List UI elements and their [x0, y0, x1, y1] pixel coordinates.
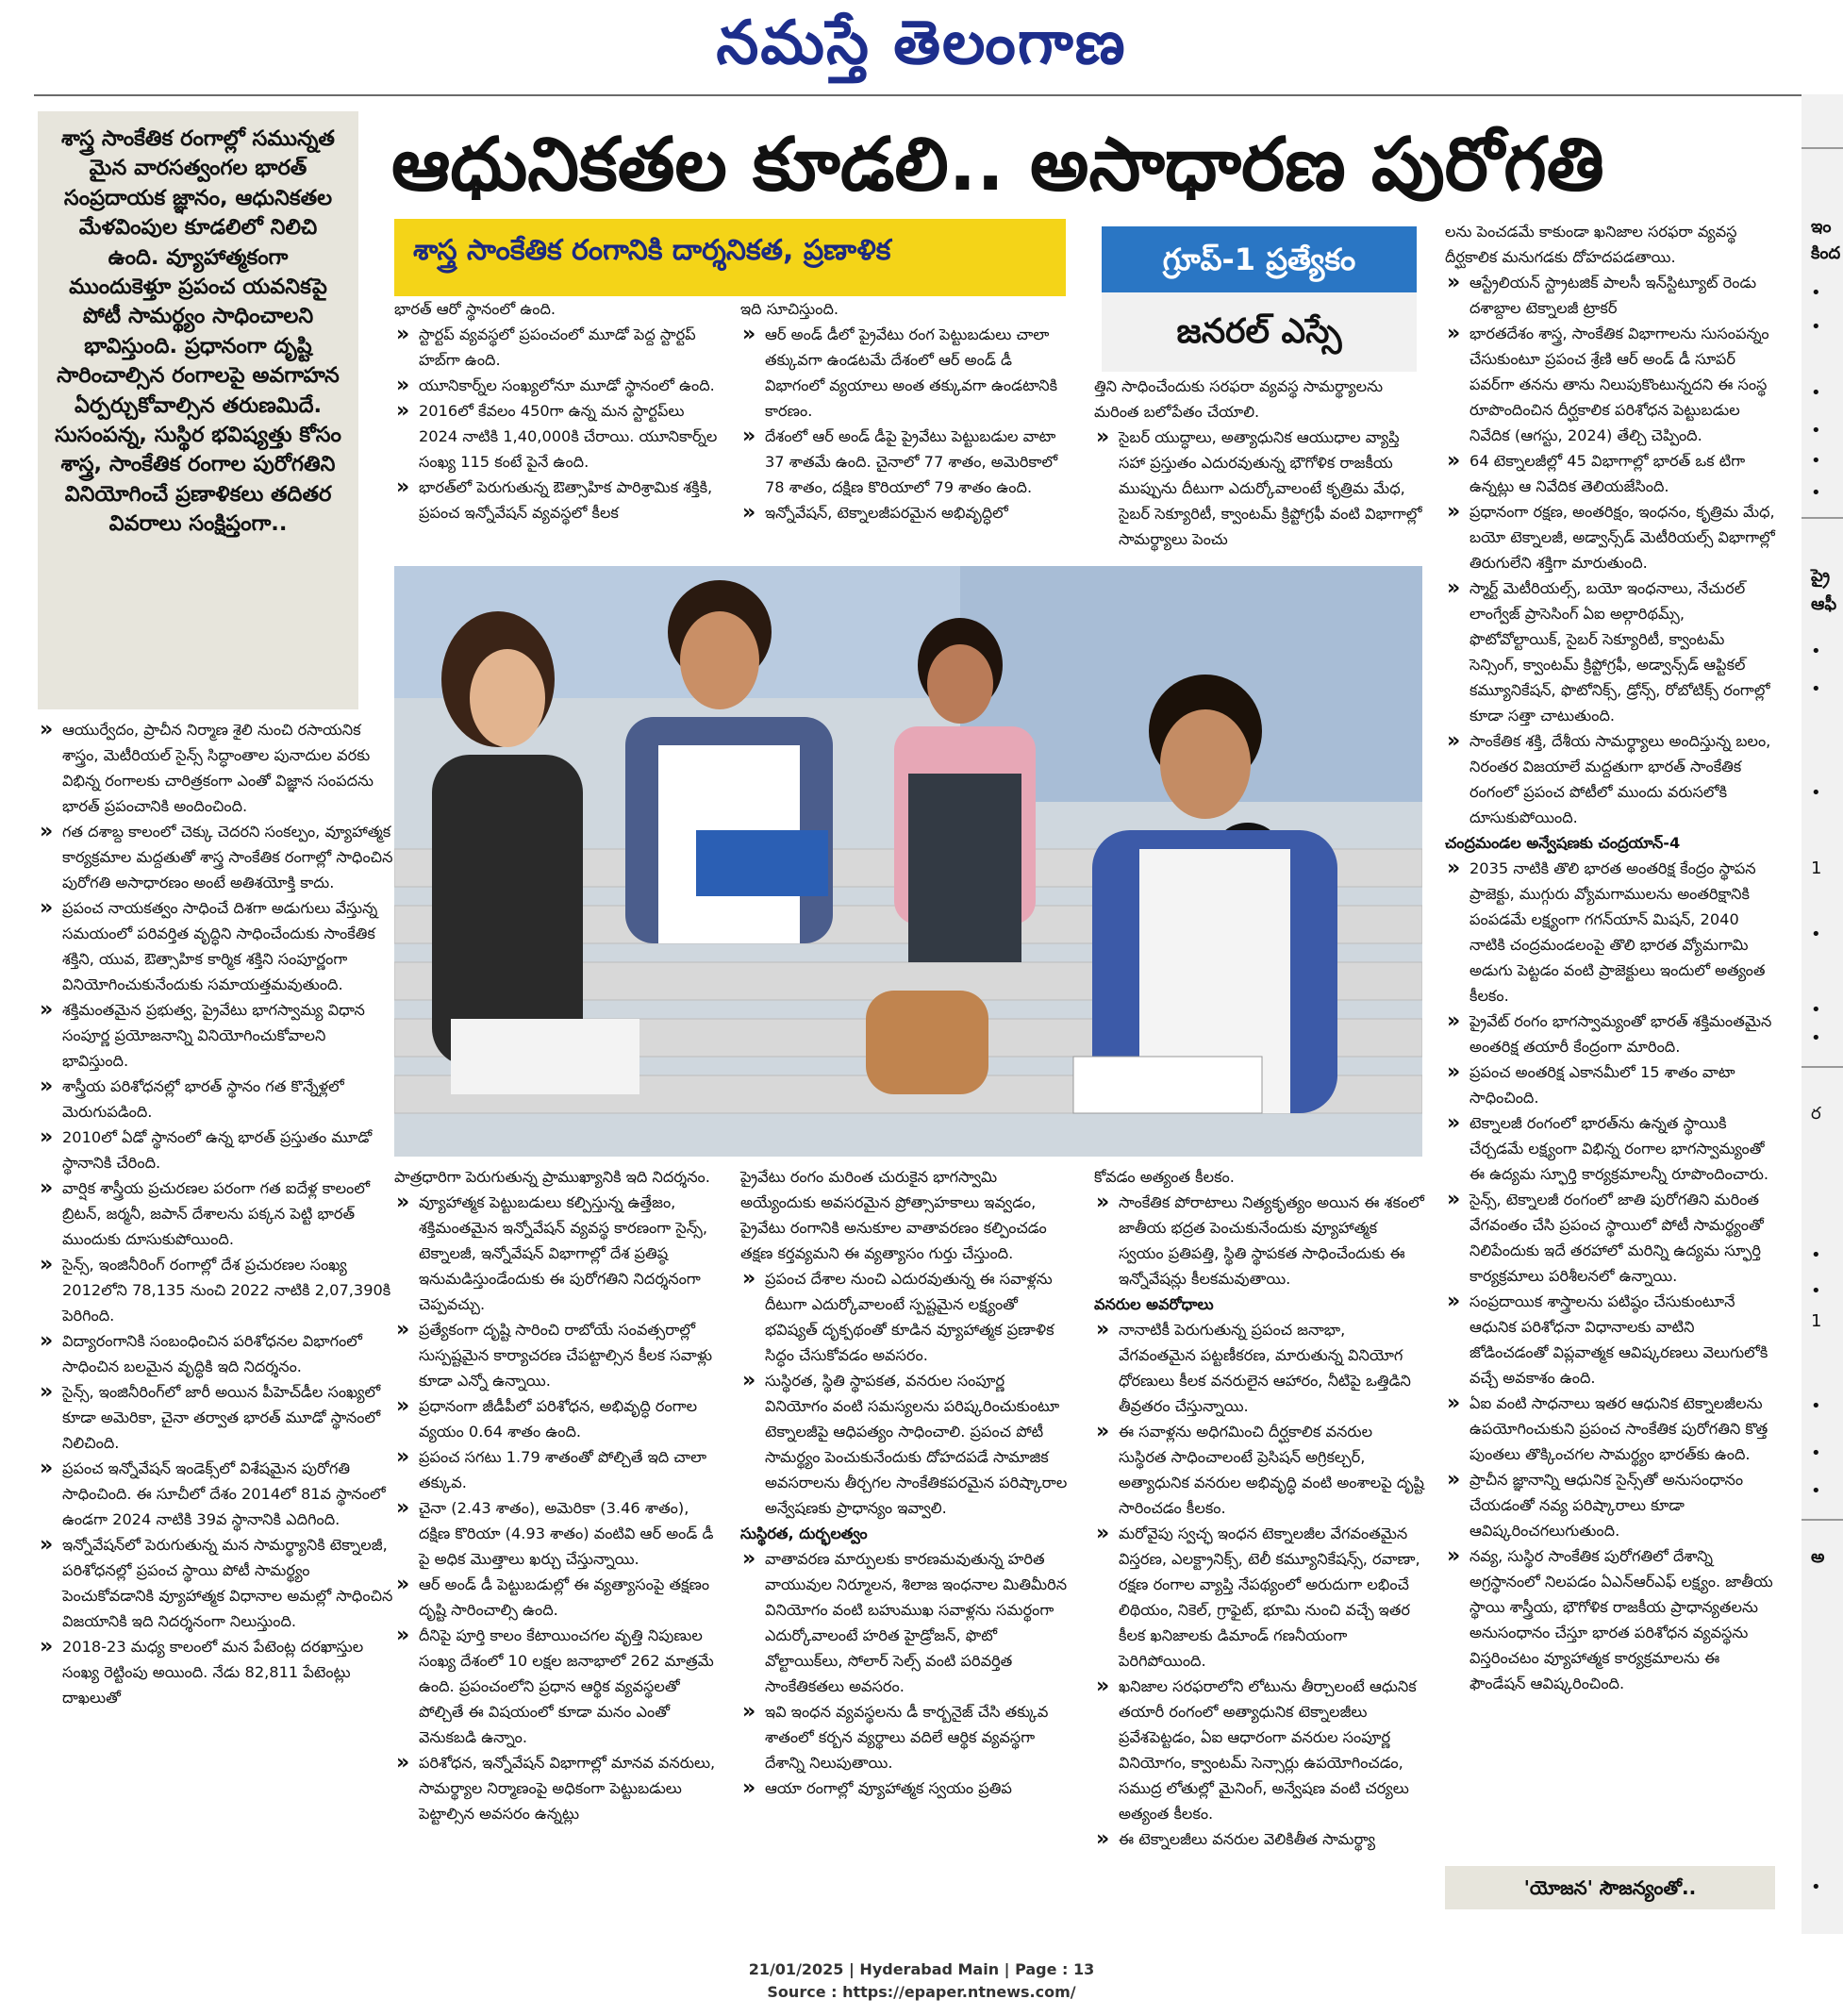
column-4-bottom — [1094, 1164, 1424, 1852]
bullet-paragraph: » 2016లో కేవలం 450గా ఉన్న మన స్టార్టప్‌లు 2024 నాటికి 1,40,000కి చేరాయి. యూనికార్న్‌ల సంఖ్య 115 కంటే పైనే ఉంది. — [394, 398, 720, 475]
strip-bullet: • — [1811, 1877, 1821, 1897]
bullet-paragraph: » ఈ సవాళ్లను అధిగమించి దీర్ఘకాలిక వనరుల సుస్థిరత సాధించాలంటే ప్రెసిషన్ అగ్రికల్చర్, అత్యాధునిక వనరుల అభివృద్ధి వంటి అంశాలపై దృష్టి సారించడం కీలకం. — [1094, 1419, 1424, 1521]
bullet-paragraph: » ప్రైవేట్ రంగం భాగస్వామ్యంతో భారత్ శక్తిమంతమైన అంతరిక్ష తయారీ కేంద్రంగా మారింది. — [1445, 1008, 1777, 1059]
bullet-paragraph: » సైన్స్, టెక్నాలజీ రంగంలో జాతి పురోగతిని మరింత వేగవంతం చేసి ప్రపంచ స్థాయిలో పోటీ సామర్థ్యంతో నిలిపేందుకు ఇదే తరహాలో మరిన్ని ఉద్యమ స్ఫూర్తి కార్యక్రమాలు పరిశీలనలో ఉన్నాయి. — [1445, 1187, 1777, 1289]
bullet-paragraph: » నవ్య, సుస్థిర సాంకేతిక పురోగతిలో దేశాన్ని అగ్రస్థానంలో నిలపడం ఏఎన్‌ఆర్‌ఎఫ్ లక్ష్యం. జాతీయ స్థాయి శాస్త్రీయ, భౌగోళిక రాజకీయ ప్రాధాన్యతలను అనుసంధానం చేస్తూ భారత పరిశోధన వ్యవస్థను విస్తరించటం వ్యూహాత్మక కార్యక్రమాలను ఈ ఫౌండేషన్ ఆవిష్కరించింది. — [1445, 1543, 1777, 1696]
strip-letter: 1 — [1811, 1311, 1822, 1331]
strip-divider — [1801, 517, 1843, 519]
continued-text: ప్రైవేటు రంగం మరింత చురుకైన భాగస్వామి అయ్యేందుకు అవసరమైన ప్రోత్సాహకాలు ఇవ్వడం, ప్రైవేటు రంగానికి అనుకూల వాతావరణం కల్పించడం తక్షణ కర్తవ్యమని ఈ వ్యత్యాసం గుర్తు చేస్తుంది. — [740, 1168, 1047, 1262]
strip-bullet: • — [1811, 1396, 1821, 1416]
continued-text: పాత్రధారిగా పెరుగుతున్న ప్రాముఖ్యానికి ఇది నిదర్శనం. — [394, 1168, 710, 1186]
strip-bullet: • — [1811, 317, 1821, 337]
masthead-divider — [34, 94, 1807, 96]
footer-source-link[interactable]: Source : https://epaper.ntnews.com/ — [767, 1983, 1076, 2001]
strip-bullet: • — [1811, 421, 1821, 441]
bullet-paragraph: » ప్రధానంగా రక్షణ, అంతరిక్షం, ఇంధనం, కృత్రిమ మేధ, బయో టెక్నాలజీ, అడ్వాన్స్‌డ్ మెటీరియల్స్ విభాగాల్లో తిరుగులేని శక్తిగా మారుతుంది. — [1445, 499, 1777, 575]
bullet-paragraph: » ఆర్ అండ్ డీలో ప్రైవేటు రంగ పెట్టుబడులు చాలా తక్కువగా ఉండటమే దేశంలో ఆర్ అండ్ డీ విభాగంలో వ్యయాలు అంత తక్కువగా ఉండటానికి కారణం. — [740, 322, 1071, 424]
section-subheading: సుస్థిరత, దుర్భలత్వం — [740, 1524, 868, 1542]
masthead-logo: నమస్తే తెలంగాణ — [716, 8, 1127, 78]
bullet-paragraph: » సైన్స్, ఇంజినీరింగ్ రంగాల్లో దేశ ప్రచురణల సంఖ్య 2012లోని 78,135 నుంచి 2022 నాటికి 2,07,390కి పెరిగింది. — [38, 1252, 396, 1328]
bullet-paragraph: » 64 టెక్నాలజీల్లో 45 విభాగాల్లో భారత్ ఒక టిగా ఉన్నట్లు ఆ నివేదిక తెలియజేసింది. — [1445, 448, 1777, 499]
strip-bullet: • — [1811, 1443, 1821, 1463]
bullet-paragraph: » దీనిపై పూర్తి కాలం కేటాయించగల వృత్తి నిపుణుల సంఖ్య దేశంలో 10 లక్షల జనాభాలో 262 మాత్రమే ఉంది. ప్రపంచంలోని ప్రధాన ఆర్థిక వ్యవస్థలతో పోల్చితే ఈ విషయంలో కూడా మనం ఎంతో వెనుకబడి ఉన్నాం. — [394, 1623, 720, 1750]
column-2-bottom — [394, 1164, 720, 1826]
bullet-paragraph: » స్మార్ట్ మెటీరియల్స్, బయో ఇంధనాలు, నేచురల్ లాంగ్వేజ్ ప్రాసెసింగ్ ఏఐ అల్గారిథమ్స్, ఫొటోవోల్టాయిక్, సైబర్ సెక్యూరిటీ, క్వాంటమ్ సెన్సింగ్, క్వాంటమ్ క్రిప్టోగ్రఫీ, అడ్వాన్స్‌డ్ ఆప్టికల్ కమ్యూనికేషన్, ఫొటోనిక్స్, డ్రోన్స్, రోబోటిక్స్ రంగాల్లో కూడా సత్తా చాటుతుంది. — [1445, 575, 1777, 728]
bullet-paragraph: » చైనా (2.43 శాతం), అమెరికా (3.46 శాతం), దక్షిణ కొరియా (4.93 శాతం) వంటివి ఆర్ అండ్ డీ పై అధిక మొత్తాలు ఖర్చు చేస్తున్నాయి. — [394, 1495, 720, 1572]
strip-bullet: • — [1811, 283, 1821, 303]
strip-bullet: • — [1811, 641, 1821, 661]
bullet-paragraph: » స్టార్టప్ వ్యవస్థలో ప్రపంచంలో మూడో పెద్ద స్టార్టప్ హబ్‌గా ఉంది. — [394, 322, 720, 373]
bullet-paragraph: » ప్రధానంగా జీడీపీలో పరిశోధన, అభివృద్ధి రంగాల వ్యయం 0.64 శాతం ఉంది. — [394, 1393, 720, 1444]
bullet-paragraph: » సైన్స్, ఇంజినీరింగ్‌లో జారీ అయిన పీహెచ్‌డీల సంఖ్యలో కూడా అమెరికా, చైనా తర్వాత భారత్ మూడో స్థానంలో నిలిచింది. — [38, 1379, 396, 1456]
bullet-paragraph: » ఇన్నోవేషన్, టెక్నాలజీపరమైన అభివృద్ధిలో — [740, 500, 1071, 525]
strip-bullet: • — [1811, 783, 1821, 803]
bullet-paragraph: » సుస్థిరత, స్థితి స్థాపకత, వనరుల సంపూర్ణ వినియోగం వంటి సమస్యలను పరిష్కరించుకుంటూ టెక్నాలజీపై ఆధిపత్యం సాధించాలి. ప్రపంచ పోటీ సామర్థ్యం పెంచుకునేందుకు దోహదపడే సామాజిక అవసరాలను తీర్చగల సాంకేతికపరమైన పరిష్కారాల అన్వేషణకు ప్రాధాన్యం ఇవ్వాలి. — [740, 1368, 1071, 1521]
strip-heading: కింద — [1811, 243, 1841, 263]
bullet-paragraph: » వాతావరణ మార్పులకు కారణమవుతున్న హరిత వాయువుల నిర్మూలన, శిలాజ ఇంధనాల మితిమీరిన వినియోగం వంటి బహుముఖ సవాళ్లను సమర్థంగా ఎదుర్కోవాలంటే హరిత హైడ్రోజన్, ఫొటో వోల్టాయిక్‌లు, సోలార్ సెల్స్ వంటి పరివర్తిత సాంకేతికతలు అవసరం. — [740, 1546, 1071, 1699]
bullet-paragraph: » గత దశాబ్ద కాలంలో చెక్కు చెదరని సంకల్పం, వ్యూహాత్మక కార్యక్రమాల మద్దతుతో శాస్త్ర సాంకేతిక రంగాల్లో సాధించిన పురోగతి అసాధారణం అంటే అతిశయోక్తి కాదు. — [38, 819, 396, 895]
strip-heading: ఆఫీ — [1811, 594, 1837, 614]
strip-letter: 1 — [1811, 858, 1822, 878]
footer-dateline: 21/01/2025 | Hyderabad Main | Page : 13 — [748, 1960, 1095, 1978]
bullet-paragraph: » ప్రపంచ సగటు 1.79 శాతంతో పోల్చితే ఇది చాలా తక్కువ. — [394, 1444, 720, 1495]
bullet-paragraph: » 2010లో ఏడో స్థానంలో ఉన్న భారత్ ప్రస్తుతం మూడో స్థానానికి చేరింది. — [38, 1125, 396, 1175]
bullet-paragraph: » శక్తిమంతమైన ప్రభుత్వ, ప్రైవేటు భాగస్వామ్య విధాన సంపూర్ణ ప్రయోజనాన్ని వినియోగించుకోవాలని భావిస్తుంది. — [38, 997, 396, 1074]
bullet-paragraph: » సైబర్ యుద్ధాలు, అత్యాధునిక ఆయుధాల వ్యాప్తి సహా ప్రస్తుతం ఎదురవుతున్న భౌగోళిక రాజకీయ ముప్పును దీటుగా ఎదుర్కోవాలంటే కృత్రిమ మేధ, సైబర్ సెక్యూరిటీ, క్వాంటమ్ క్రిప్టోగ్రఫీ వంటి విభాగాల్లో సామర్థ్యాలు పెంచు — [1094, 425, 1424, 552]
column-4-top — [1094, 374, 1424, 552]
continued-text: భారత్ ఆరో స్థానంలో ఉంది. — [394, 300, 556, 318]
bullet-paragraph: » ప్రత్యేకంగా దృష్టి సారించి రాబోయే సంవత్సరాల్లో సుస్పష్టమైన కార్యాచరణ చేపట్టాల్సిన కీలక సవాళ్లు కూడా ఎన్నో ఉన్నాయి. — [394, 1317, 720, 1393]
bullet-paragraph: » భారతదేశం శాస్త్ర, సాంకేతిక విభాగాలను సుసంపన్నం చేసుకుంటూ ప్రపంచ శ్రేణి ఆర్ అండ్ డీ సూపర్ పవర్‌గా తనను తాను నిలుపుకొంటున్నదని ఈ సంస్థ రూపొందించిన దీర్ఘకాలిక పరిశోధన పెట్టుబడుల నివేదిక (ఆగస్టు, 2024) తేల్చి చెప్పింది. — [1445, 321, 1777, 448]
bullet-paragraph: » ఖనిజాల సరఫరాలోని లోటును తీర్చాలంటే ఆధునిక తయారీ రంగంలో అత్యాధునిక టెక్నాలజీలు ప్రవేశపెట్టడం, ఏఐ ఆధారంగా వనరుల సంపూర్ణ వినియోగం, క్వాంటమ్ సెన్సార్లు ఉపయోగించడం, సముద్ర లోతుల్లో మైనింగ్, అన్వేషణ వంటి చర్యలు అత్యంత కీలకం. — [1094, 1674, 1424, 1826]
strip-bullet: • — [1811, 1000, 1821, 1020]
strip-bullet: • — [1811, 1245, 1821, 1265]
strip-heading: ప్రై — [1811, 566, 1831, 586]
bullet-paragraph: » యూనికార్న్‌ల సంఖ్యలోనూ మూడో స్థానంలో ఉంది. — [394, 373, 720, 398]
column-1 — [38, 717, 396, 1710]
bullet-paragraph: » ప్రపంచ అంతరిక్ష ఎకానమీలో 15 శాతం వాటా సాధించింది. — [1445, 1059, 1777, 1110]
headline: ఆధునికతల కూడలి.. అసాధారణ పురోగతి — [391, 123, 1604, 208]
section-subheading: చంద్రమండల అన్వేషణకు చంద్రయాన్-4 — [1445, 834, 1681, 852]
strip-bullet: • — [1811, 451, 1821, 471]
strip-bullet: • — [1811, 1481, 1821, 1501]
continued-text: త్తిని సాధించేందుకు సరఫరా వ్యవస్థ సామర్థ్యాలను మరింత బలోపేతం చేయాలి. — [1094, 377, 1384, 421]
bullet-paragraph: » ఆయుర్వేదం, ప్రాచీన నిర్మాణ శైలి నుంచి రసాయనిక శాస్త్రం, మెటీరియల్ సైన్స్ సిద్ధాంతాల పునాదుల వరకు విభిన్న రంగాలకు చారిత్రకంగా ఎంతో విజ్ఞాన సంపదను భారత్ ప్రపంచానికి అందించింది. — [38, 717, 396, 819]
bullet-paragraph: » సాంకేతిక శక్తి, దేశీయ సామర్థ్యాలు అందిస్తున్న బలం, నిరంతర విజయాలే మద్దతుగా భారత్ సాంకేతిక రంగంలో ప్రపంచ పోటీలో ముందు వరుసలోకి దూసుకుపోయింది. — [1445, 728, 1777, 830]
strip-divider — [1801, 1519, 1843, 1521]
intro-box: శాస్త్ర సాంకేతిక రంగాల్లో సమున్నత మైన వారసత్వంగల భారత్ సంప్రదాయక జ్ఞానం, ఆధునికతల మేళవింపుల కూడలిలో నిలిచి ఉంది. వ్యూహాత్మకంగా ముందుకెళ్తూ ప్రపంచ యవనికపై పోటీ సామర్థ్యం సాధించాలని భావిస్తుంది. ప్రధానంగా దృష్టి సారించాల్సిన రంగాలపై అవగాహన ఏర్పర్చుకోవాల్సిన తరుణమిదే. సుసంపన్న, సుస్థిర భవిష్యత్తు కోసం శాస్త్ర, సాంకేతిక రంగాల పురోగతిని వినియోగించే ప్రణాళికలు తదితర వివరాలు సంక్షిప్తంగా.. — [38, 111, 358, 709]
bullet-paragraph: » భారత్‌లో పెరుగుతున్న ఔత్సాహిక పారిశ్రామిక శక్తికి, ప్రపంచ ఇన్నోవేషన్ వ్యవస్థలో కీలక — [394, 475, 720, 525]
credit-box: 'యోజన' సౌజన్యంతో.. — [1445, 1866, 1775, 1909]
strip-heading: ఇం — [1811, 217, 1832, 237]
bullet-paragraph: » సాంకేతిక పోరాటాలు నిత్యకృత్యం అయిన ఈ శకంలో జాతీయ భద్రత పెంచుకునేందుకు వ్యూహాత్మక స్వయం ప్రతిపత్తి, స్థితి స్థాపకత సాధించేందుకు ఈ ఇన్నోవేషన్లు కీలకమవుతాయి. — [1094, 1190, 1424, 1291]
continued-text: లను పెంచడమే కాకుండా ఖనిజాల సరఫరా వ్యవస్థ దీర్ఘకాలిక మనుగడకు దోహదపడతాయి. — [1445, 223, 1737, 266]
bullet-paragraph: » ప్రాచీన జ్ఞానాన్ని ఆధునిక సైన్స్‌తో అనుసంధానం చేయడంతో నవ్య పరిష్కారాలు కూడా ఆవిష్కరించగలుగుతుంది. — [1445, 1467, 1777, 1543]
strip-letter: ర — [1811, 1104, 1821, 1124]
strip-bullet: • — [1811, 925, 1821, 944]
bullet-paragraph: » ఇన్నోవేషన్‌లో పెరుగుతున్న మన సామర్థ్యానికి టెక్నాలజీ, పరిశోధనల్లో ప్రపంచ స్థాయి పోటీ సామర్థ్యం పెంచుకోవడానికి వ్యూహాత్మక విధానాల అమల్లో సాధించిన విజయానికి ఇది నిదర్శనంగా నిలుస్తుంది. — [38, 1532, 396, 1634]
bullet-paragraph: » 2018-23 మధ్య కాలంలో మన పేటెంట్ల దరఖాస్తుల సంఖ్య రెట్టింపు అయింది. నేడు 82,811 పేటెంట్లు దాఖలుతో — [38, 1634, 396, 1710]
column-3-top — [740, 296, 1071, 525]
strip-bullet: • — [1811, 679, 1821, 699]
bullet-paragraph: » ఆస్ట్రేలియన్ స్ట్రాటజిక్ పాలసీ ఇన్‌స్టిట్యూట్ రెండు దశాబ్దాల టెక్నాలజీ ట్రాకర్ — [1445, 270, 1777, 321]
section-subheading: వనరుల అవరోధాలు — [1094, 1295, 1214, 1313]
continued-text: ఇది సూచిస్తుంది. — [740, 300, 839, 318]
bullet-paragraph: » ప్రపంచ దేశాల నుంచి ఎదురవుతున్న ఈ సవాళ్లను దీటుగా ఎదుర్కోవాలంటే స్పష్టమైన లక్ష్యంతో భవిష్యత్ దృక్పథంతో కూడిన వ్యూహాత్మక ప్రణాళిక సిద్ధం చేసుకోవడం అవసరం. — [740, 1266, 1071, 1368]
bullet-paragraph: » నానాటికీ పెరుగుతున్న ప్రపంచ జనాభా, వేగవంతమైన పట్టణీకరణ, మారుతున్న వినియోగ ధోరణులు కీలక వనరులైన ఆహారం, నీటిపై ఒత్తిడిని తీవ్రతరం చేస్తున్నాయి. — [1094, 1317, 1424, 1419]
bullet-paragraph: » ఆయా రంగాల్లో వ్యూహాత్మక స్వయం ప్రతిప — [740, 1775, 1071, 1801]
section-name: జనరల్ ఎస్సే — [1102, 292, 1417, 372]
strip-divider — [1801, 147, 1843, 149]
bullet-paragraph: » పరిశోధన, ఇన్నోవేషన్ విభాగాల్లో మానవ వనరులు, సామర్థ్యాల నిర్మాణంపై అధికంగా పెట్టుబడులు పెట్టాల్సిన అవసరం ఉన్నట్లు — [394, 1750, 720, 1826]
column-3-bottom — [740, 1164, 1071, 1801]
strip-bullet: • — [1811, 1028, 1821, 1048]
bullet-paragraph: » వార్షిక శాస్త్రీయ ప్రచురణల పరంగా గత ఐదేళ్ల కాలంలో బ్రిటన్, జర్మనీ, జపాన్ దేశాలను పక్కన పెట్టి భారత్ ముందుకు దూసుకుపోయింది. — [38, 1175, 396, 1252]
column-2-top — [394, 296, 720, 525]
column-5 — [1445, 219, 1777, 1696]
strip-bullet: • — [1811, 1281, 1821, 1301]
bullet-paragraph: » ఏఐ వంటి సాధనాలు ఇతర ఆధునిక టెక్నాలజీలను ఉపయోగించుకుని ప్రపంచ సాంకేతిక పురోగతిని కొత్త పుంతలు తొక్కించగల సామర్థ్యం భారత్‌కు ఉంది. — [1445, 1391, 1777, 1467]
section-tag: గ్రూప్-1 ప్రత్యేకం — [1102, 226, 1417, 292]
strip-bullet: • — [1811, 483, 1821, 503]
bullet-paragraph: » సంప్రదాయిక శాస్త్రాలను పటిష్ఠం చేసుకుంటూనే ఆధునిక పరిశోధనా విధానాలకు వాటిని జోడించడంతో విప్లవాత్మక ఆవిష్కరణలు వెలుగులోకి వచ్చే అవకాశం ఉంది. — [1445, 1289, 1777, 1391]
bullet-paragraph: » మరోవైపు స్వచ్ఛ ఇంధన టెక్నాలజీల వేగవంతమైన విస్తరణ, ఎలక్ట్రానిక్స్, టెలీ కమ్యూనికేషన్స్, రవాణా, రక్షణ రంగాల వ్యాప్తి నేపథ్యంలో అరుదుగా లభించే లిథియం, నికెల్, గ్రాఫైట్, భూమి నుంచి వచ్చే ఇతర కీలక ఖనిజాలకు డిమాండ్ గణనీయంగా పెరిగిపోయింది. — [1094, 1521, 1424, 1674]
bullet-paragraph: » టెక్నాలజీ రంగంలో భారత్‌ను ఉన్నత స్థాయికి చేర్చడమే లక్ష్యంగా విభిన్న రంగాల భాగస్వామ్యంతో ఈ ఉద్యమ స్ఫూర్తి కార్యక్రమాలన్నీ రూపొందించారు. — [1445, 1110, 1777, 1187]
bullet-paragraph: » విద్యారంగానికి సంబంధించిన పరిశోధనల విభాగంలో సాధించిన బలమైన వృద్ధికి ఇది నిదర్శనం. — [38, 1328, 396, 1379]
bullet-paragraph: » ఇవి ఇంధన వ్యవస్థలను డీ కార్బనైజ్ చేసి తక్కువ శాతంలో కర్బన వ్యర్థాలు వదిలే ఆర్థిక వ్యవస్థగా దేశాన్ని నిలుపుతాయి. — [740, 1699, 1071, 1775]
bullet-paragraph: » శాస్త్రీయ పరిశోధనల్లో భారత్ స్థానం గత కొన్నేళ్లలో మెరుగుపడింది. — [38, 1074, 396, 1125]
bullet-paragraph: » 2035 నాటికి తొలి భారత అంతరిక్ష కేంద్రం స్థాపన ప్రాజెక్టు, ముగ్గురు వ్యోమగాములను అంతరిక్షానికి పంపడమే లక్ష్యంగా గగన్‌యాన్ మిషన్, 2040 నాటికి చంద్రమండలంపై తొలి భారత వ్యోమగామి అడుగు పెట్టడం వంటి ప్రాజెక్టులు ఇందులో అత్యంత కీలకం. — [1445, 856, 1777, 1008]
students-photo — [394, 566, 1422, 1157]
bullet-paragraph: » వ్యూహాత్మక పెట్టుబడులు కల్పిస్తున్న ఉత్తేజం, శక్తిమంతమైన ఇన్నోవేషన్ వ్యవస్థ కారణంగా సైన్స్, టెక్నాలజీ, ఇన్నోవేషన్ విభాగాల్లో దేశ ప్రతిష్ఠ ఇనుమడిస్తుండేందుకు ఈ పురోగతిని నిదర్శనంగా చెప్పవచ్చు. — [394, 1190, 720, 1317]
bullet-paragraph: » ఈ టెక్నాలజీలు వనరుల వెలికితీత సామర్థ్యా — [1094, 1826, 1424, 1852]
bullet-paragraph: » ప్రపంచ ఇన్నోవేషన్ ఇండెక్స్‌లో విశేషమైన పురోగతి సాధించింది. ఈ సూచీలో దేశం 2014లో 81వ స్థానంలో ఉండగా 2024 నాటికి 39వ స్థానానికి ఎదిగింది. — [38, 1456, 396, 1532]
adjacent-article-strip — [1801, 94, 1843, 1934]
strip-divider — [1801, 1066, 1843, 1068]
bullet-paragraph: » ప్రపంచ నాయకత్వం సాధించే దిశగా అడుగులు వేస్తున్న సమయంలో పరివర్తిత వృద్ధిని సాధించేందుకు సాంకేతిక శక్తిని, యువ, ఔత్సాహిక కార్మిక శక్తిని సంపూర్ణంగా వినియోగించుకునేందుకు సమాయత్తమవుతుంది. — [38, 895, 396, 997]
strip-letter: అ — [1811, 1547, 1825, 1567]
subheadline-band: శాస్త్ర సాంకేతిక రంగానికి దార్శనికత, ప్రణాళిక — [394, 219, 1066, 296]
continued-text: కోవడం అత్యంత కీలకం. — [1094, 1168, 1235, 1186]
bullet-paragraph: » దేశంలో ఆర్ అండ్ డీపై ప్రైవేటు పెట్టుబడుల వాటా 37 శాతమే ఉంది. చైనాలో 77 శాతం, అమెరికాలో 78 శాతం, దక్షిణ కొరియాలో 79 శాతం ఉంది. — [740, 424, 1071, 500]
bullet-paragraph: » ఆర్ అండ్ డీ పెట్టుబడుల్లో ఈ వ్యత్యాసంపై తక్షణం దృష్టి సారించాల్సి ఉంది. — [394, 1572, 720, 1623]
strip-bullet: • — [1811, 383, 1821, 403]
